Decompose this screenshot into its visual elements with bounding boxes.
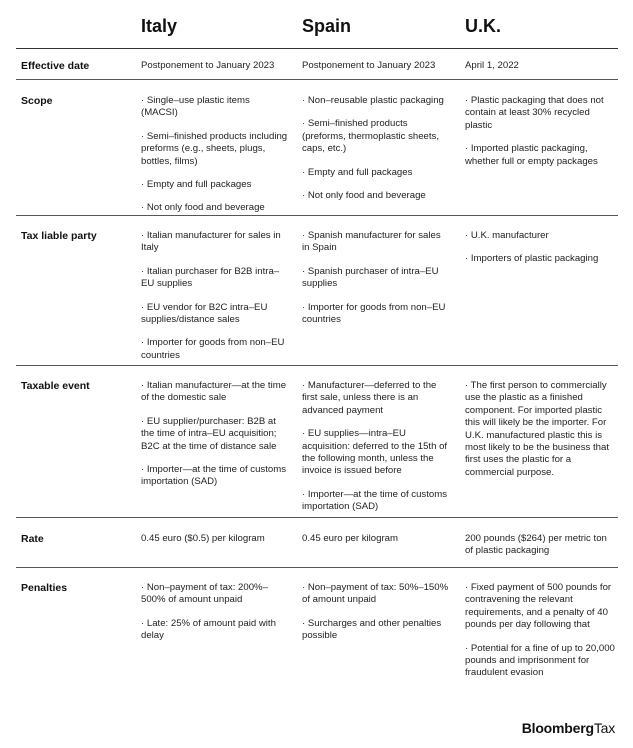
cell-text: · EU vendor for B2C intra–EU supplies/distance sales — [141, 301, 268, 326]
row-label: Taxable event — [21, 380, 90, 392]
cell-text: · Empty and full packages — [141, 179, 252, 191]
cell-spain — [302, 380, 450, 525]
cell-spain — [302, 533, 450, 556]
cell-text: · Importer—at the time of customs importation (SAD) — [141, 464, 287, 488]
cell-text: · Non–payment of tax: 200%–500% of amount unpaid — [141, 582, 268, 606]
cell-text: · Plastic packaging that does not contain at least 30% recycled plastic — [465, 95, 604, 131]
cell-text: · Fixed payment of 500 pounds for contravening the relevant requirements, and a penalty of 40 pounds per day following that — [465, 582, 612, 631]
cell-text: · Spanish manufacturer for sales in Spain — [302, 230, 441, 254]
logo-product: Tax — [593, 720, 615, 736]
cell-text: · Not only food and beverage — [302, 190, 426, 202]
cell-text: · The first person to commercially use the plastic as a finished component. For imported plastic this will likely be the importer. For U.K. manufactured plastic this is most likely to be the business that first uses the plastic for a commercial purpose. — [465, 380, 609, 478]
cell-text: · EU supplies—intra–EU acquisition: deferred to the 15th of the following month, unless the invoice is issued before — [302, 428, 448, 477]
row-divider — [16, 215, 618, 216]
table-header — [0, 0, 633, 48]
row-divider — [16, 79, 618, 80]
row-divider — [16, 48, 618, 49]
cell-text: · Italian purchaser for B2B intra–EU supplies — [141, 265, 280, 290]
column-header-italy: Italy — [141, 16, 178, 36]
cell-text: · Importer for goods from non–EU countries — [302, 301, 446, 326]
cell-spain — [302, 95, 450, 213]
cell-uk — [465, 582, 615, 691]
row-label: Effective date — [21, 60, 90, 72]
cell-spain — [302, 582, 450, 654]
cell-text: · Single–use plastic items (MACSI) — [141, 95, 250, 119]
cell-spain — [302, 230, 450, 337]
cell-uk — [465, 533, 615, 569]
cell-italy — [141, 230, 289, 373]
cell-italy — [141, 582, 289, 654]
cell-text: Postponement to January 2023 — [141, 60, 275, 71]
cell-uk — [465, 95, 615, 179]
cell-text: · Manufacturer—deferred to the first sale, unless there is an advanced payment — [302, 380, 437, 416]
logo-brand: Bloomberg — [521, 720, 594, 736]
cell-text: · Italian manufacturer for sales in Italy — [141, 230, 281, 254]
cell-text: · Non–payment of tax: 50%–150% of amount unpaid — [302, 582, 449, 606]
cell-uk — [465, 230, 615, 277]
cell-text: · Importers of plastic packaging — [465, 253, 599, 265]
cell-text: · EU supplier/purchaser: B2B at the time of intra–EU acquisition; B2C at the time of distance sale — [141, 415, 277, 452]
cell-text: · Semi–finished products (preforms, thermoplastic sheets, caps, etc.) — [302, 118, 440, 155]
cell-text: 200 pounds ($264) per metric ton of plastic packaging — [465, 533, 607, 557]
cell-text: · Empty and full packages — [302, 166, 413, 178]
cell-text: · Non–reusable plastic packaging — [302, 95, 444, 106]
cell-uk — [465, 380, 615, 490]
row-divider — [16, 517, 618, 518]
cell-text: 0.45 euro per kilogram — [302, 533, 398, 544]
cell-italy — [141, 95, 289, 226]
row-divider — [16, 365, 618, 366]
cell-italy — [141, 533, 289, 556]
cell-text: April 1, 2022 — [465, 60, 519, 71]
column-header-spain: Spain — [302, 16, 352, 36]
row-divider — [16, 567, 618, 568]
cell-text: · Potential for a fine of up to 20,000 pounds and imprisonment for fraudulent evasion — [465, 642, 615, 679]
cell-text: · Late: 25% of amount paid with delay — [141, 617, 276, 642]
cell-text: · Imported plastic packaging, whether full or empty packages — [465, 143, 598, 167]
cell-text: Postponement to January 2023 — [302, 60, 436, 71]
cell-text: · Importer—at the time of customs importation (SAD) — [302, 488, 448, 513]
cell-text: · Semi–finished products including preforms (e.g., sheets, plugs, bottles, films) — [141, 130, 288, 167]
cell-text: · Not only food and beverage — [141, 202, 265, 214]
cell-text: 0.45 euro ($0.5) per kilogram — [141, 533, 265, 544]
row-label: Rate — [21, 533, 44, 545]
bloomberg-tax-logo — [522, 720, 615, 736]
cell-text: · Importer for goods from non–EU countries — [141, 337, 285, 361]
cell-text: · Italian manufacturer—at the time of the domestic sale — [141, 380, 287, 404]
cell-text: · Surcharges and other penalties possible — [302, 617, 442, 642]
cell-italy — [141, 380, 289, 500]
row-label: Penalties — [21, 582, 68, 594]
cell-text: · U.K. manufacturer — [465, 230, 549, 241]
row-label: Tax liable party — [21, 230, 97, 242]
row-label: Scope — [21, 95, 53, 107]
cell-text: · Spanish purchaser of intra–EU supplies — [302, 265, 439, 290]
column-header-uk: U.K. — [465, 16, 501, 36]
